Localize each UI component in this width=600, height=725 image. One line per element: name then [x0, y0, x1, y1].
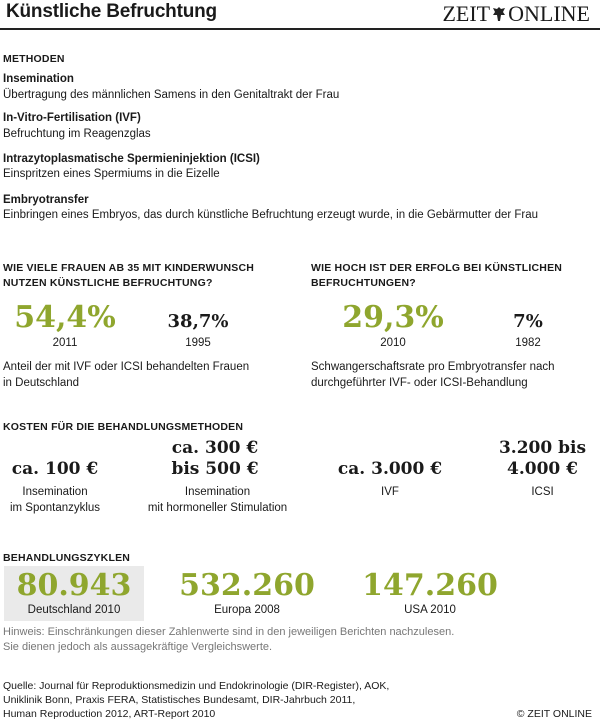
source-line2: Uniklinik Bonn, Praxis FERA, Statistisches Bundesamt, DIR-Jahrbuch 2011, — [3, 694, 356, 706]
cycles-label-germany: Deutschland 2010 — [27, 604, 121, 616]
method-term-embryotransfer: Embryotransfer — [3, 194, 89, 206]
usage-value-1995: 38,7% — [167, 311, 229, 332]
usage-caption-line2: in Deutschland — [3, 377, 80, 389]
source-line3: Human Reproduction 2012, ART-Report 2010 — [3, 708, 216, 720]
copyright: © ZEIT ONLINE — [516, 708, 592, 720]
cost-label-insemination-line1: Insemination — [22, 486, 88, 498]
cycles-label-europe: Europa 2008 — [214, 604, 280, 616]
cost-label-stimulation-line2: mit hormoneller Stimulation — [147, 502, 288, 514]
method-desc-icsi: Einspritzen eines Spermiums in die Eizelle — [3, 168, 220, 180]
costs-heading: KOSTEN FÜR DIE BEHANDLUNGSMETHODEN — [3, 421, 244, 433]
success-caption-line2: durchgeführter IVF- oder ICSI-Behandlung — [311, 377, 528, 389]
cost-label-insemination-line2: im Spontanzyklus — [9, 502, 101, 514]
usage-heading-line1: WIE VIELE FRAUEN AB 35 MIT KINDERWUNSCH — [3, 262, 255, 274]
success-heading-line1: WIE HOCH IST DER ERFOLG BEI KÜNSTLICHEN — [311, 262, 563, 274]
eagle-crest-icon — [492, 6, 506, 22]
cost-label-stimulation-line1: Insemination — [184, 486, 251, 498]
logo-text-online: ONLINE — [508, 1, 590, 26]
cost-price-stimulation-line2: bis 500 € — [171, 459, 259, 479]
page-title: Künstliche Befruchtung — [6, 1, 217, 22]
cost-label-ivf: IVF — [381, 486, 399, 498]
cycles-value-europe: 532.260 — [179, 568, 315, 603]
cycles-hint-line2: Sie dienen jedoch als aussagekräftige Vergleichswerte. — [3, 641, 273, 653]
header-divider — [0, 28, 600, 30]
success-year-1982: 1982 — [515, 337, 541, 349]
cost-price-insemination: ca. 100 € — [11, 459, 99, 479]
method-desc-embryotransfer: Einbringen eines Embryos, das durch künstliche Befruchtung erzeugt wurde, in die Gebärmutter der Frau — [3, 209, 539, 221]
cycles-heading: BEHANDLUNGSZYKLEN — [3, 552, 131, 564]
source-line1: Quelle: Journal für Reproduktionsmedizin und Endokrinologie (DIR-Register), AOK, — [3, 680, 390, 692]
usage-caption-line1: Anteil der mit IVF oder ICSI behandelten Frauen — [3, 361, 250, 373]
methods-heading: METHODEN — [3, 53, 65, 65]
cost-price-icsi-line2: 4.000 € — [507, 459, 578, 479]
method-term-ivf: In-Vitro-Fertilisation (IVF) — [3, 112, 141, 124]
success-heading-line2: BEFRUCHTUNGEN? — [311, 277, 416, 289]
usage-year-1995: 1995 — [185, 337, 211, 349]
zeit-online-logo — [442, 1, 590, 27]
cost-price-icsi-line1: 3.200 bis — [498, 438, 587, 458]
success-value-2010: 29,3% — [342, 300, 444, 335]
cycles-value-usa: 147.260 — [362, 568, 498, 603]
method-term-icsi: Intrazytoplasmatische Spermieninjektion (ICSI) — [3, 153, 260, 165]
usage-heading-line2: NUTZEN KÜNSTLICHE BEFRUCHTUNG? — [3, 277, 213, 289]
method-desc-insemination: Übertragung des männlichen Samens in den Genitaltrakt der Frau — [3, 89, 340, 101]
success-value-1982: 7% — [513, 311, 543, 332]
cycles-value-germany: 80.943 — [16, 568, 132, 603]
method-desc-ivf: Befruchtung im Reagenzglas — [3, 128, 151, 140]
cycles-hint-line1: Hinweis: Einschränkungen dieser Zahlenwerte sind in den jeweiligen Berichten nachzulesen. — [3, 626, 455, 638]
cycles-label-usa: USA 2010 — [404, 604, 456, 616]
success-caption-line1: Schwangerschaftsrate pro Embryotransfer nach — [311, 361, 555, 373]
success-year-2010: 2010 — [380, 337, 406, 349]
usage-year-2011: 2011 — [52, 337, 78, 349]
method-term-insemination: Insemination — [3, 73, 74, 85]
cost-price-ivf: ca. 3.000 € — [337, 459, 443, 479]
usage-value-2011: 54,4% — [14, 300, 116, 335]
cost-label-icsi: ICSI — [531, 486, 554, 498]
logo-text-zeit: ZEIT — [442, 1, 491, 26]
cost-price-stimulation-line1: ca. 300 € — [171, 438, 259, 458]
